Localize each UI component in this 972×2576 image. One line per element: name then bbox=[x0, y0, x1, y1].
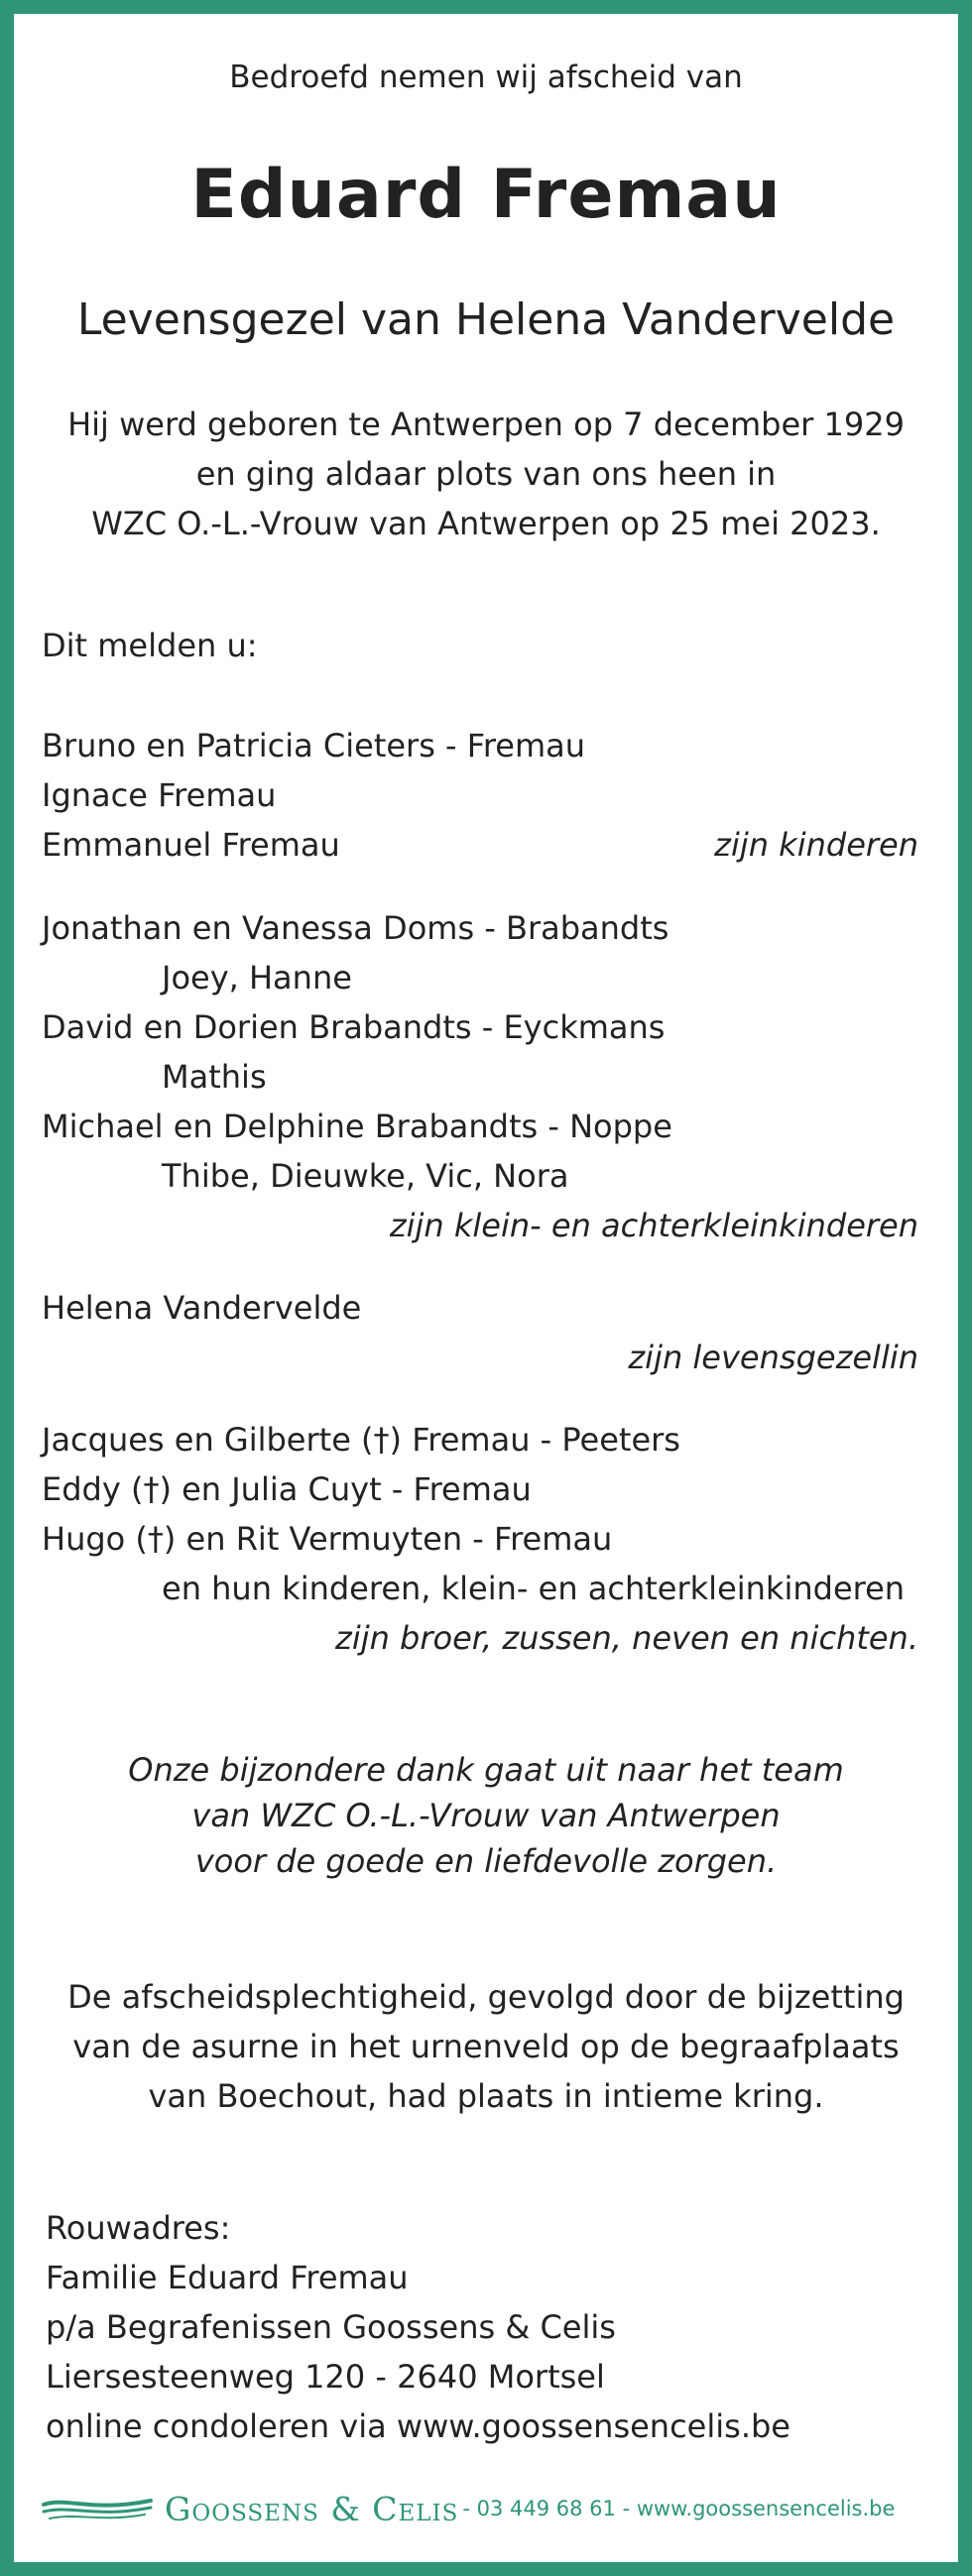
grandchild-line: Jonathan en Vanessa Doms - Brabandts bbox=[42, 909, 669, 947]
thanks-line: Onze bijzondere dank gaat uit naar het team bbox=[128, 1751, 844, 1789]
siblings-role: zijn broer, zussen, neven en nichten. bbox=[335, 1619, 918, 1657]
footer-bar bbox=[42, 2479, 930, 2538]
footer-contact: - 03 449 68 61 - www.goossensencelis.be bbox=[462, 2497, 896, 2520]
address-line: Liersesteenweg 120 - 2640 Mortsel bbox=[46, 2358, 605, 2396]
grandchild-line: Michael en Delphine Brabandts - Noppe bbox=[42, 1108, 672, 1145]
sibling-line: en hun kinderen, klein- en achterkleinkinderen bbox=[162, 1570, 906, 1607]
brand-name: Goossens & Celis bbox=[165, 2489, 459, 2528]
deceased-name: Eduard Fremau bbox=[190, 156, 782, 234]
address-line: Rouwadres: bbox=[46, 2209, 231, 2247]
ceremony-line: van de asurne in het urnenveld op de begraafplaats bbox=[72, 2028, 900, 2065]
life-line: en ging aldaar plots van ons heen in bbox=[195, 455, 777, 493]
life-line: WZC O.-L.-Vrouw van Antwerpen op 25 mei 2023. bbox=[91, 505, 881, 542]
ceremony-line: van Boechout, had plaats in intieme kring. bbox=[148, 2077, 824, 2115]
child-line: Ignace Fremau bbox=[42, 776, 277, 814]
child-line: Emmanuel Fremau bbox=[42, 826, 340, 864]
address-line: Familie Eduard Fremau bbox=[46, 2259, 409, 2296]
child-line: Bruno en Patricia Cieters - Fremau bbox=[42, 727, 586, 764]
thanks-line: van WZC O.-L.-Vrouw van Antwerpen bbox=[191, 1797, 781, 1834]
family-intro: Dit melden u: bbox=[42, 627, 258, 664]
thanks-line: voor de goede en liefdevolle zorgen. bbox=[194, 1842, 778, 1880]
grandchild-line: Joey, Hanne bbox=[162, 959, 352, 996]
children-role: zijn kinderen bbox=[714, 826, 918, 864]
address-line: p/a Begrafenissen Goossens & Celis bbox=[46, 2308, 616, 2346]
sibling-line: Hugo (†) en Rit Vermuyten - Fremau bbox=[42, 1520, 613, 1558]
grandchild-line: Thibe, Dieuwke, Vic, Nora bbox=[162, 1157, 569, 1195]
sibling-line: Jacques en Gilberte (†) Fremau - Peeters bbox=[42, 1421, 680, 1459]
grandchild-line: David en Dorien Brabandts - Eyckmans bbox=[42, 1008, 666, 1046]
sibling-line: Eddy (†) en Julia Cuyt - Fremau bbox=[42, 1470, 532, 1508]
wave-logo-icon bbox=[42, 2493, 153, 2524]
partner-role: zijn levensgezellin bbox=[628, 1339, 918, 1376]
partner-line: Levensgezel van Helena Vandervelde bbox=[76, 294, 896, 345]
grandchildren-role: zijn klein- en achterkleinkinderen bbox=[389, 1207, 918, 1244]
partner-name: Helena Vandervelde bbox=[42, 1289, 362, 1327]
life-line: Hij werd geboren te Antwerpen op 7 december 1929 bbox=[67, 406, 905, 443]
ceremony-line: De afscheidsplechtigheid, gevolgd door de bijzetting bbox=[67, 1978, 905, 2016]
address-line: online condoleren via www.goossensencelis.be bbox=[46, 2407, 790, 2445]
grandchild-line: Mathis bbox=[162, 1058, 267, 1096]
intro-text: Bedroefd nemen wij afscheid van bbox=[229, 59, 743, 95]
